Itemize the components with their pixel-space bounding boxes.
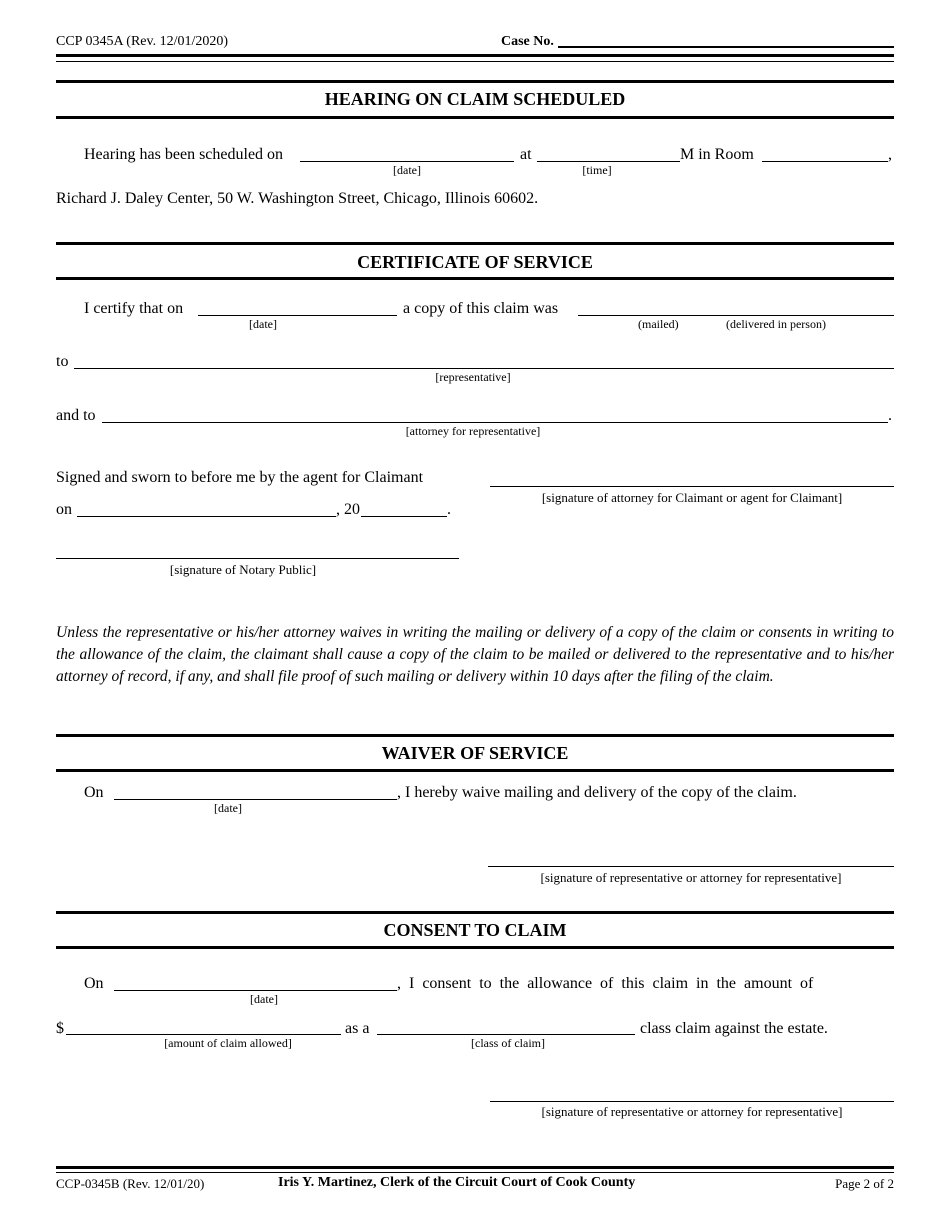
certificate-bottom-rule	[56, 277, 894, 280]
waiver-on-label: On	[84, 784, 104, 801]
service-notice: Unless the representative or his/her attorney waives in writing the mailing or delivery of a copy of the claim or consents in writing to the allowance of the claim, the claimant shall cause a copy of the claim to be mailed or delivered to the representative and to his/her attorney of record, if any, and shall file proof of such mailing or delivery within 10 days after the filing of the claim.	[56, 624, 894, 685]
waiver-bottom-rule	[56, 769, 894, 772]
hearing-time-hint: [time]	[582, 163, 612, 177]
class-claim-text: class claim against the estate.	[640, 1020, 828, 1037]
claim-amount-field[interactable]	[66, 1034, 341, 1035]
courthouse-address: Richard J. Daley Center, 50 W. Washington Street, Chicago, Illinois 60602.	[56, 190, 539, 207]
claim-class-field[interactable]	[377, 1034, 635, 1035]
hearing-top-rule	[56, 80, 894, 83]
hearing-room-field[interactable]	[762, 161, 888, 162]
footer-rule-thin	[56, 1172, 894, 1173]
year-suffix: .	[447, 501, 451, 518]
and-to-label: and to	[56, 407, 96, 424]
waiver-title: WAIVER OF SERVICE	[381, 743, 569, 763]
claim-class-hint: [class of claim]	[471, 1036, 545, 1050]
hearing-date-hint: [date]	[393, 163, 421, 177]
mailed-hint: (mailed)	[638, 317, 679, 331]
claimant-signature-hint: [signature of attorney for Claimant or agent for Claimant]	[541, 490, 843, 505]
hearing-date-field[interactable]	[300, 161, 514, 162]
waiver-text: , I hereby waive mailing and delivery of the copy of the claim.	[397, 784, 797, 801]
hearing-at: at	[520, 146, 532, 163]
certificate-top-rule	[56, 242, 894, 245]
waiver-date-field[interactable]	[114, 799, 397, 800]
claim-amount-hint: [amount of claim allowed]	[164, 1036, 292, 1050]
delivered-hint: (delivered in person)	[726, 317, 826, 331]
claimant-signature-field[interactable]	[490, 486, 894, 487]
footer-page-number: Page 2 of 2	[835, 1176, 894, 1191]
header-rule-thin	[56, 61, 894, 62]
hearing-title: HEARING ON CLAIM SCHEDULED	[324, 89, 626, 109]
attorney-period: .	[888, 407, 892, 424]
consent-top-rule	[56, 911, 894, 914]
hearing-bottom-rule	[56, 116, 894, 119]
on-label: on	[56, 501, 72, 518]
representative-hint: [representative]	[435, 370, 511, 384]
notary-signature-hint: [signature of Notary Public]	[169, 562, 317, 577]
representative-field[interactable]	[74, 368, 894, 369]
consent-signature-field[interactable]	[490, 1101, 894, 1102]
sworn-date-field[interactable]	[77, 516, 336, 517]
attorney-hint: [attorney for representative]	[405, 424, 541, 438]
service-method-field[interactable]	[578, 315, 894, 316]
certify-date-field[interactable]	[198, 315, 397, 316]
waiver-top-rule	[56, 734, 894, 737]
sworn-year-field[interactable]	[361, 516, 447, 517]
consent-bottom-rule	[56, 946, 894, 949]
hearing-time-field[interactable]	[537, 161, 680, 162]
consent-date-hint: [date]	[250, 992, 278, 1006]
consent-text: , I consent to the allowance of this claim in the amount of	[397, 975, 814, 992]
consent-title: CONSENT TO CLAIM	[383, 920, 567, 940]
footer-clerk: Iris Y. Martinez, Clerk of the Circuit Court of Cook County	[278, 1175, 636, 1190]
dollar-sign: $	[56, 1020, 64, 1037]
copy-text: a copy of this claim was	[403, 300, 559, 317]
waiver-signature-hint: [signature of representative or attorney for representative]	[540, 870, 842, 885]
consent-on-label: On	[84, 975, 104, 992]
notary-signature-field[interactable]	[56, 558, 459, 559]
case-number-field[interactable]	[558, 46, 894, 48]
signed-sworn-text: Signed and sworn to before me by the agent for Claimant	[56, 469, 424, 486]
consent-signature-hint: [signature of representative or attorney for representative]	[541, 1104, 843, 1119]
hearing-room-label: M in Room	[680, 146, 754, 163]
certify-date-hint: [date]	[249, 317, 277, 331]
form-id: CCP 0345A (Rev. 12/01/2020)	[56, 34, 229, 49]
waiver-signature-field[interactable]	[488, 866, 894, 867]
case-number-label: Case No.	[501, 34, 554, 49]
certificate-title: CERTIFICATE OF SERVICE	[357, 252, 593, 272]
to-label: to	[56, 353, 69, 370]
year-prefix: , 20	[336, 501, 360, 518]
attorney-field[interactable]	[102, 422, 888, 423]
header-rule	[56, 54, 894, 57]
hearing-text: Hearing has been scheduled on	[84, 146, 284, 163]
hearing-comma: ,	[888, 146, 892, 163]
consent-date-field[interactable]	[114, 990, 397, 991]
certify-text: I certify that on	[84, 300, 184, 317]
footer-rule	[56, 1166, 894, 1169]
as-a-label: as a	[345, 1020, 370, 1037]
footer-form-id: CCP-0345B (Rev. 12/01/20)	[56, 1176, 205, 1191]
waiver-date-hint: [date]	[214, 801, 242, 815]
